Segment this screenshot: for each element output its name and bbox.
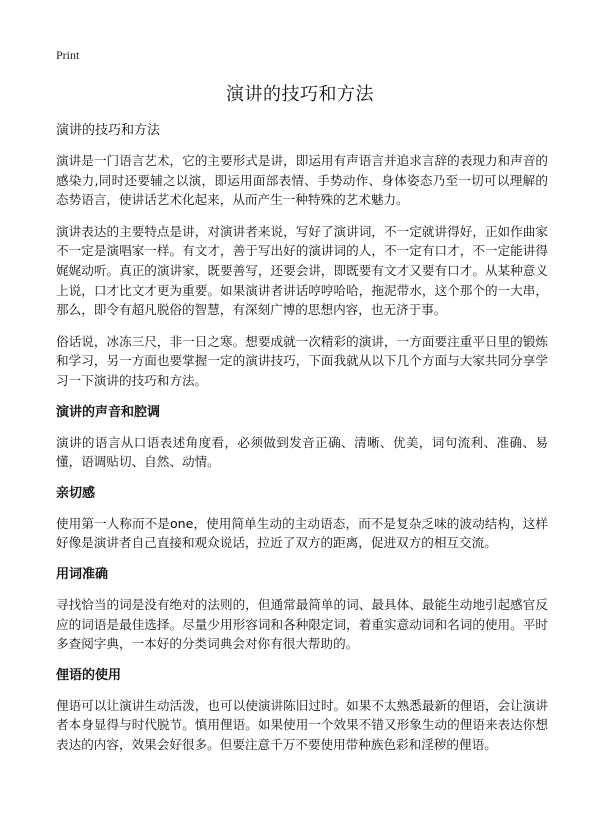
section-heading: 用词准确 [56,566,109,582]
section-paragraph: 演讲的语言从口语表述角度看，必须做到发音正确、清晰、优美，词句流利、准确、易懂，语调贴切、自然、动情。 [56,434,548,470]
article-subtitle: 演讲的技巧和方法 [56,123,161,138]
intro-paragraph: 演讲表达的主要特点是讲，对演讲者来说，写好了演讲词，不一定就讲得好，正如作曲家不一定是演唱家一样。有文才，善于写出好的演讲词的人，不一定有口才，不一定能讲得娓娓动听。真正的演讲家，既要善写，还要会讲，即既要有文才又要有口才。从某种意义上说，口才比文才更为重要。如果演讲者讲话哼哼哈哈，拖泥带水，这个那个的一大串，那么，即令有超凡脱俗的智慧，有深刻广博的思想内容，也无济于事。 [56,223,548,318]
article-body [56,121,548,766]
section-heading: 俚语的使用 [56,667,122,683]
section-paragraph: 使用第一人称而不是one，使用简单生动的主动语态，而不是复杂乏味的波动结构，这样好像是演讲者自己直接和观众说话，拉近了双方的距离，促进双方的相互交流。 [56,515,548,551]
page-title: 演讲的技巧和方法 [226,84,374,105]
section-paragraph: 俚语可以让演讲生动活泼，也可以使演讲陈旧过时。如果不太熟悉最新的俚语，会让演讲者本身显得与时代脱节。慎用俚语。如果使用一个效果不错又形象生动的俚语来表达你想表达的内容，效果会好很多。但要注意千万不要使用带种族色彩和淫秽的俚语。 [56,697,548,752]
section-heading: 演讲的声音和腔调 [56,404,161,420]
section-paragraph: 寻找恰当的词是没有绝对的法则的，但通常最简单的词、最具体、最能生动地引起感官反应的词语是最佳选择。尽量少用形容词和各种限定词，着重实意动词和名词的使用。平时多查阅字典，一本好的分类词典会对你有很大帮助的。 [56,596,548,652]
intro-paragraph: 俗话说，冰冻三尺，非一日之寒。想要成就一次精彩的演讲，一方面要注重平日里的锻炼和学习，另一方面也要掌握一定的演讲技巧，下面我就从以下几个方面与大家共同分享学习一下演讲的技巧和方法。 [56,333,548,388]
print-link[interactable]: Print [56,48,80,62]
intro-paragraph: 演讲是一门语言艺术，它的主要形式是讲，即运用有声语言并追求言辞的表现力和声音的感染力,同时还要辅之以演，即运用面部表情、手势动作、身体姿态乃至一切可以理解的态势语言，使讲话艺术化起来，从而产生一种特殊的艺术魅力。 [56,153,548,208]
section-heading: 亲切感 [56,485,96,501]
